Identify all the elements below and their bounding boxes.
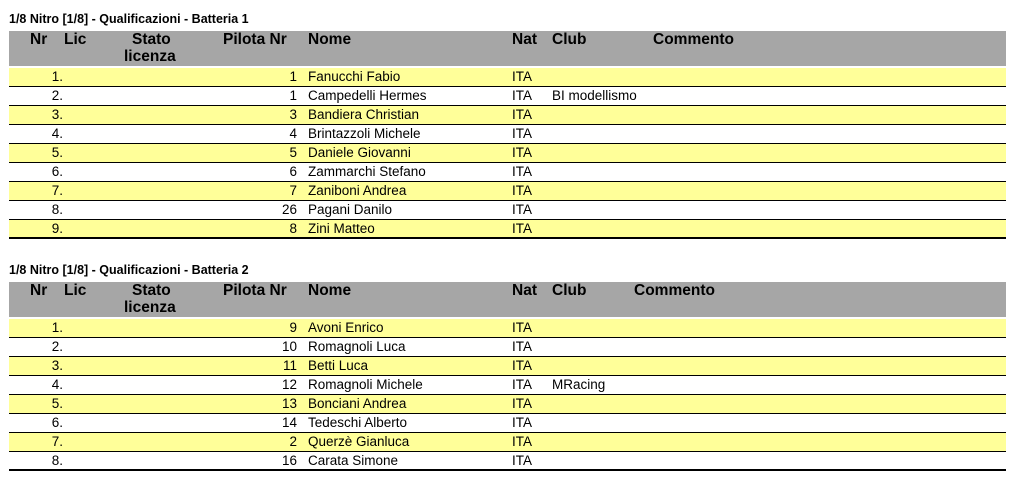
cell-nr: 3. [51,358,63,373]
cell-pilota: 11 [282,358,297,373]
cell-pilota: 8 [289,221,297,236]
cell-nome: Betti Luca [308,358,369,373]
cell-nr: 4. [51,126,63,141]
col-nr-header: Nr [30,31,48,48]
cell-nat: ITA [512,377,532,392]
table-row [9,87,1006,106]
cell-nr: 8. [51,453,63,468]
cell-pilota: 13 [281,396,297,411]
table-header [9,31,1006,66]
cell-nat: ITA [512,164,532,179]
cell-nome: Romagnoli Luca [308,339,406,354]
cell-nr: 1. [51,320,63,335]
table-row [9,163,1006,182]
col-commento-header: Commento [634,282,715,299]
table-row [9,144,1006,163]
cell-pilota: 12 [281,377,297,392]
cell-nome: Querzè Gianluca [308,434,410,449]
table-body [9,68,1006,239]
col-stato-header-line2: licenza [124,299,176,316]
table-row [9,125,1006,144]
cell-nome: Zini Matteo [308,221,375,236]
table-row [9,395,1006,414]
cell-pilota: 14 [281,415,297,430]
cell-nome: Carata Simone [308,453,399,468]
heat-title: 1/8 Nitro [1/8] - Qualificazioni - Batteria 1 [9,12,249,26]
cell-nr: 2. [51,339,63,354]
cell-nr: 4. [51,377,63,392]
cell-pilota: 10 [281,339,297,354]
cell-nr: 9. [51,221,63,236]
cell-nome: Daniele Giovanni [308,145,411,160]
table-row [9,106,1006,125]
cell-nr: 5. [51,396,63,411]
col-stato-header: Stato [132,282,171,299]
col-pilota-header: Pilota Nr [223,31,287,48]
table-row [9,182,1006,201]
col-nome-header: Nome [308,31,352,48]
table-row [9,338,1006,357]
cell-club: BI modellismo [552,88,637,103]
cell-nome: Romagnoli Michele [308,377,423,392]
cell-nat: ITA [512,320,532,335]
cell-nome: Pagani Danilo [308,202,393,217]
cell-nat: ITA [512,339,532,354]
cell-nome: Tedeschi Alberto [308,415,408,430]
cell-club: MRacing [552,377,606,392]
cell-nat: ITA [512,202,532,217]
table-row [9,357,1006,376]
table-row [9,220,1006,239]
cell-nat: ITA [512,396,532,411]
cell-nr: 3. [51,107,63,122]
cell-nr: 8. [51,202,63,217]
col-club-header: Club [552,282,587,299]
cell-nr: 1. [51,69,63,84]
cell-nome: Zaniboni Andrea [308,183,407,198]
cell-nome: Brintazzoli Michele [308,126,421,141]
cell-nat: ITA [512,145,532,160]
col-nome-header: Nome [308,282,352,299]
table-row [9,319,1006,338]
col-lic-header: Lic [64,282,87,299]
cell-nat: ITA [512,107,532,122]
table-header [9,282,1006,317]
table-row [9,68,1006,87]
cell-pilota: 6 [289,164,297,179]
col-nr-header: Nr [30,282,48,299]
cell-nome: Campedelli Hermes [308,88,427,103]
cell-nat: ITA [512,453,532,468]
cell-nome: Fanucchi Fabio [308,69,401,84]
table-row [9,452,1006,471]
col-stato-header: Stato [132,31,171,48]
cell-pilota: 3 [289,107,297,122]
cell-nr: 2. [51,88,63,103]
cell-nat: ITA [512,221,532,236]
cell-nome: Bandiera Christian [308,107,420,122]
cell-nat: ITA [512,126,532,141]
col-lic-header: Lic [64,31,87,48]
cell-nome: Bonciani Andrea [308,396,407,411]
cell-nat: ITA [512,415,532,430]
cell-pilota: 26 [281,202,297,217]
cell-nr: 6. [51,164,63,179]
cell-nr: 7. [51,183,63,198]
cell-pilota: 2 [289,434,297,449]
cell-pilota: 7 [289,183,297,198]
heat-title: 1/8 Nitro [1/8] - Qualificazioni - Batteria 2 [9,263,249,277]
cell-nat: ITA [512,358,532,373]
cell-nat: ITA [512,69,532,84]
cell-nat: ITA [512,434,532,449]
table-row [9,201,1006,220]
cell-pilota: 1 [289,69,297,84]
cell-nr: 5. [51,145,63,160]
table-row [9,414,1006,433]
table-row [9,433,1006,452]
col-nat-header: Nat [512,282,537,299]
cell-nome: Zammarchi Stefano [308,164,426,179]
cell-pilota: 4 [289,126,297,141]
cell-pilota: 16 [281,453,297,468]
cell-nr: 7. [51,434,63,449]
cell-pilota: 1 [289,88,297,103]
col-commento-header: Commento [653,31,734,48]
cell-pilota: 9 [289,320,297,335]
cell-pilota: 5 [289,145,297,160]
table-body [9,319,1006,471]
cell-nome: Avoni Enrico [308,320,384,335]
col-pilota-header: Pilota Nr [223,282,287,299]
col-nat-header: Nat [512,31,537,48]
col-stato-header-line2: licenza [124,48,176,65]
table-row [9,376,1006,395]
cell-nr: 6. [51,415,63,430]
col-club-header: Club [552,31,587,48]
cell-nat: ITA [512,88,532,103]
cell-nat: ITA [512,183,532,198]
